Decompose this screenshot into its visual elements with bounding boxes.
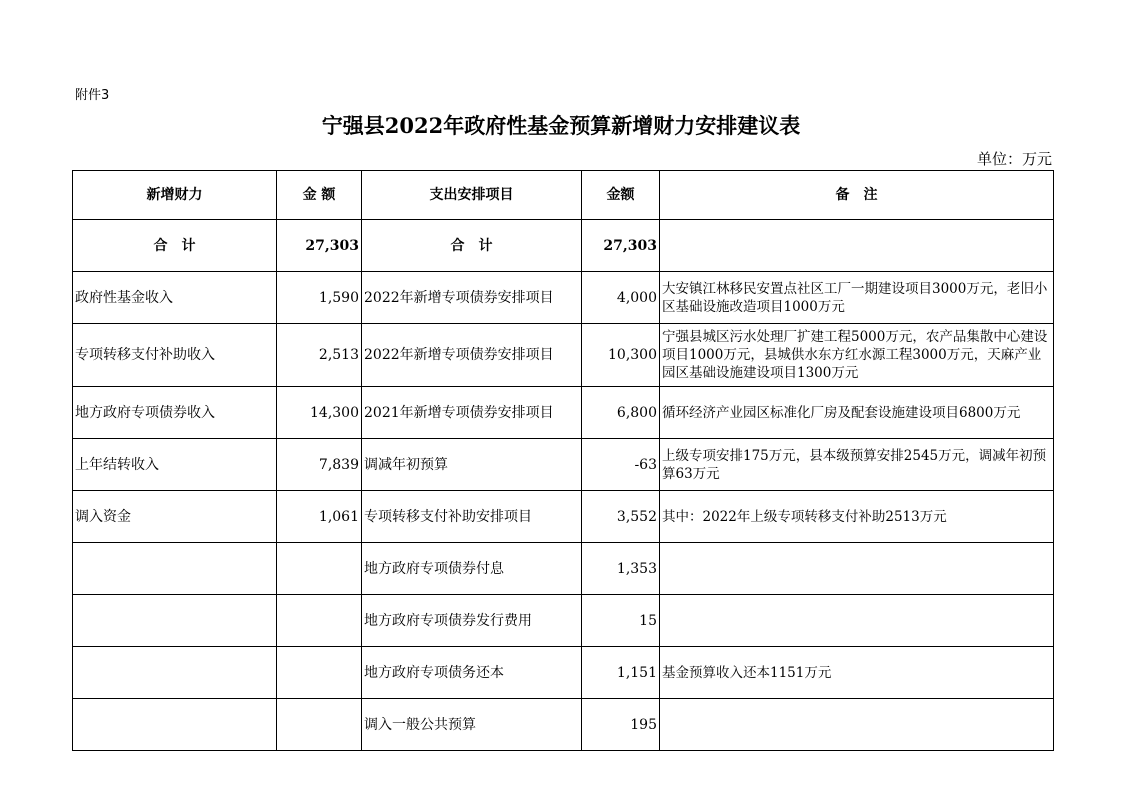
page-title: 宁强县2022年政府性基金预算新增财力安排建议表 <box>321 113 801 138</box>
attachment-label: 附件3 <box>75 88 110 103</box>
source-cell <box>73 699 277 751</box>
source-cell: 政府性基金收入 <box>73 272 277 324</box>
note-cell <box>660 699 1054 751</box>
item-cell: 调减年初预算 <box>362 439 582 491</box>
total-note <box>660 220 1054 272</box>
source-amount-cell <box>277 543 362 595</box>
table-header-row <box>73 171 1054 220</box>
item-amount-cell: 10,300 <box>582 324 660 387</box>
header-source: 新增财力 <box>73 171 277 220</box>
source-cell: 调入资金 <box>73 491 277 543</box>
table-row <box>73 699 1054 751</box>
total-label-left: 合 计 <box>73 220 277 272</box>
table-row <box>73 387 1054 439</box>
note-cell: 基金预算收入还本1151万元 <box>660 647 1054 699</box>
source-amount-cell: 1,590 <box>277 272 362 324</box>
source-amount-cell: 2,513 <box>277 324 362 387</box>
item-cell: 2022年新增专项债券安排项目 <box>362 324 582 387</box>
note-cell: 其中：2022年上级专项转移支付补助2513万元 <box>660 491 1054 543</box>
header-source-amount: 金 额 <box>277 171 362 220</box>
source-cell: 地方政府专项债券收入 <box>73 387 277 439</box>
item-cell: 调入一般公共预算 <box>362 699 582 751</box>
item-cell: 地方政府专项债券发行费用 <box>362 595 582 647</box>
note-cell: 上级专项安排175万元，县本级预算安排2545万元，调减年初预算63万元 <box>660 439 1054 491</box>
table-row <box>73 324 1054 387</box>
source-cell <box>73 595 277 647</box>
source-amount-cell: 14,300 <box>277 387 362 439</box>
item-amount-cell: 15 <box>582 595 660 647</box>
source-amount-cell <box>277 699 362 751</box>
header-note: 备 注 <box>660 171 1054 220</box>
total-amount-left: 27,303 <box>277 220 362 272</box>
item-cell: 2021年新增专项债券安排项目 <box>362 387 582 439</box>
item-amount-cell: 1,151 <box>582 647 660 699</box>
note-cell <box>660 543 1054 595</box>
item-cell: 地方政府专项债务还本 <box>362 647 582 699</box>
unit-label: 单位：万元 <box>976 150 1052 168</box>
note-cell: 大安镇江林移民安置点社区工厂一期建设项目3000万元，老旧小区基础设施改造项目1000万元 <box>660 272 1054 324</box>
item-amount-cell: 4,000 <box>582 272 660 324</box>
source-cell: 上年结转收入 <box>73 439 277 491</box>
note-cell <box>660 595 1054 647</box>
item-amount-cell: -63 <box>582 439 660 491</box>
note-cell: 宁强县城区污水处理厂扩建工程5000万元，农产品集散中心建设项目1000万元，县城供水东方红水源工程3000万元，天麻产业园区基础设施建设项目1300万元 <box>660 324 1054 387</box>
item-amount-cell: 3,552 <box>582 491 660 543</box>
total-row <box>73 220 1054 272</box>
header-item-amount: 金额 <box>582 171 660 220</box>
item-amount-cell: 195 <box>582 699 660 751</box>
source-amount-cell <box>277 595 362 647</box>
item-amount-cell: 6,800 <box>582 387 660 439</box>
source-cell <box>73 543 277 595</box>
table-row <box>73 543 1054 595</box>
item-amount-cell: 1,353 <box>582 543 660 595</box>
item-cell: 地方政府专项债券付息 <box>362 543 582 595</box>
total-amount-right: 27,303 <box>582 220 660 272</box>
item-cell: 2022年新增专项债券安排项目 <box>362 272 582 324</box>
table-row <box>73 439 1054 491</box>
table-row <box>73 272 1054 324</box>
table-row <box>73 491 1054 543</box>
source-cell: 专项转移支付补助收入 <box>73 324 277 387</box>
budget-table <box>72 170 1054 751</box>
item-cell: 专项转移支付补助安排项目 <box>362 491 582 543</box>
source-amount-cell: 1,061 <box>277 491 362 543</box>
note-cell: 循环经济产业园区标准化厂房及配套设施建设项目6800万元 <box>660 387 1054 439</box>
source-amount-cell: 7,839 <box>277 439 362 491</box>
source-amount-cell <box>277 647 362 699</box>
header-item: 支出安排项目 <box>362 171 582 220</box>
source-cell <box>73 647 277 699</box>
table-row <box>73 595 1054 647</box>
total-label-right: 合 计 <box>362 220 582 272</box>
table-row <box>73 647 1054 699</box>
